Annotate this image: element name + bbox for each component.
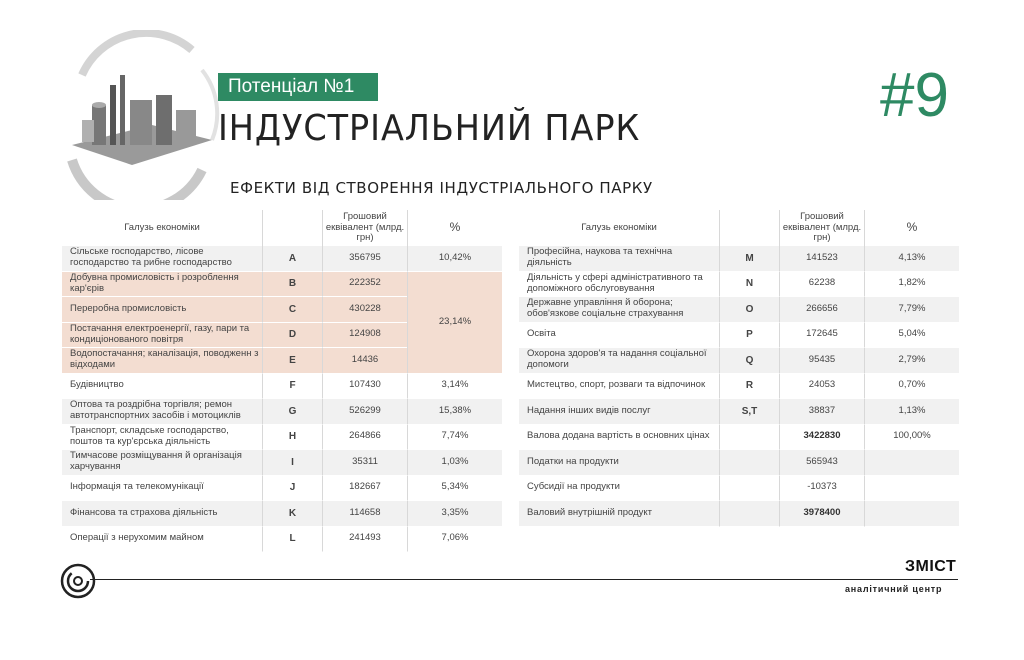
- table-row: Транспорт, складське господарство, поштов та кур'єрська діяльність H 264866 7,74%: [62, 425, 502, 451]
- header-value: Грошовий еквівалент (млрд. грн): [779, 210, 864, 246]
- table-row: Постачання електроенергії, газу, пари та кондиціонованого повітря D 124908: [62, 323, 502, 349]
- table-row: Водопостачання; каналізація, поводженн з відходами E 14436: [62, 348, 502, 374]
- header-industry: Галузь економіки: [124, 221, 200, 233]
- table-row: Операції з нерухомим майном L 241493 7,06%: [62, 527, 502, 553]
- page-title: ІНДУСТРІАЛЬНИЙ ПАРК: [218, 108, 641, 149]
- table-row: Будівництво F 107430 3,14%: [62, 374, 502, 400]
- header-percent: %: [407, 210, 502, 246]
- table-row: Переробна промисловість C 430228: [62, 297, 502, 323]
- page-number: #9: [880, 61, 949, 130]
- table-row: Добувна промисловість і розроблення кар'єрів B 222352 23,14%: [62, 272, 502, 298]
- zmist-logo-icon: [60, 563, 96, 599]
- table-row: Державне управління й оборона; обов'язкове соціальне страхування O 266656 7,79%: [519, 297, 959, 323]
- industry-table-left: [62, 210, 502, 552]
- table-row: Валова додана вартість в основних цінах 3422830 100,00%: [519, 425, 959, 451]
- table-row: Податки на продукти 565943: [519, 450, 959, 476]
- header-code: [262, 210, 322, 246]
- table-row: Інформація та телекомунікації J 182667 5,34%: [62, 476, 502, 502]
- table-row: Освіта P 172645 5,04%: [519, 323, 959, 349]
- brand-subtitle: аналітичний центр: [845, 584, 943, 594]
- table-row: Професійна, наукова та технічна діяльність M 141523 4,13%: [519, 246, 959, 272]
- industry-table-right: [519, 210, 959, 527]
- table-row: Надання інших видів послуг S,T 38837 1,13%: [519, 399, 959, 425]
- merged-percent-cell: 23,14%: [407, 272, 502, 374]
- header-code: [719, 210, 779, 246]
- table-row: Оптова та роздрібна торгівля; ремон автотранспортних засобів і мотоциклів G 526299 15,38%: [62, 399, 502, 425]
- section-subtitle: ЕФЕКТИ ВІД СТВОРЕННЯ ІНДУСТРІАЛЬНОГО ПАРКУ: [230, 179, 653, 197]
- table-row: Діяльність у сфері адміністративного та допоміжного обслуговування N 62238 1,82%: [519, 272, 959, 298]
- header-industry: Галузь економіки: [581, 221, 657, 233]
- potential-badge: Потенціал №1: [218, 73, 378, 101]
- table-row: Валовий внутрішній продукт 3978400: [519, 501, 959, 527]
- table-row: Фінансова та страхова діяльність K 114658 3,35%: [62, 501, 502, 527]
- factory-illustration: [52, 30, 222, 200]
- header-percent: %: [864, 210, 959, 246]
- table-row: Субсидії на продукти -10373: [519, 476, 959, 502]
- table-row: Сільське господарство, лісове господарство та рибне господарство A 356795 10,42%: [62, 246, 502, 272]
- header-value: Грошовий еквівалент (млрд. грн): [322, 210, 407, 246]
- table-row: Мистецтво, спорт, розваги та відпочинок R 24053 0,70%: [519, 374, 959, 400]
- footer-divider: [90, 579, 958, 580]
- brand-name: ЗМІСТ: [905, 558, 957, 575]
- table-row: Охорона здоров'я та надання соціальної допомоги Q 95435 2,79%: [519, 348, 959, 374]
- table-row: Тимчасове розміщування й організація харчування I 35311 1,03%: [62, 450, 502, 476]
